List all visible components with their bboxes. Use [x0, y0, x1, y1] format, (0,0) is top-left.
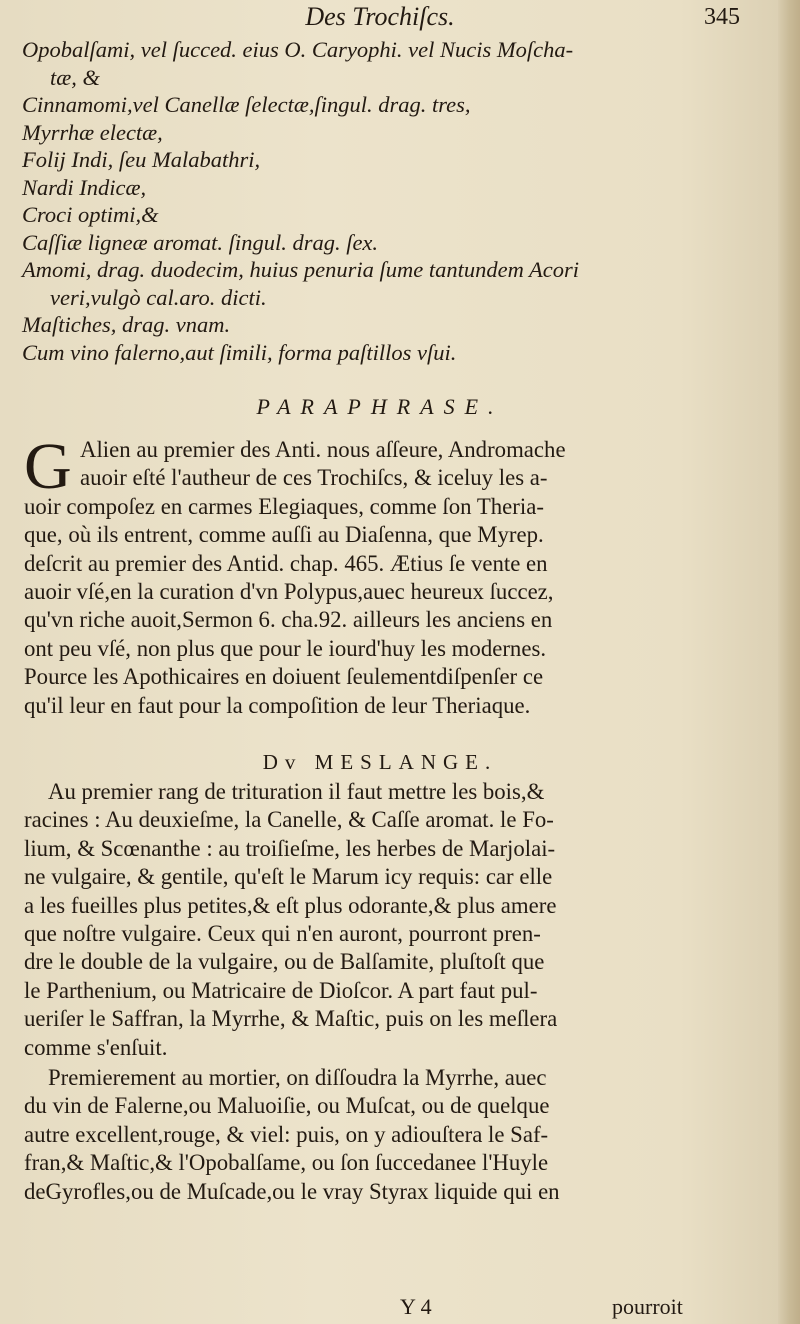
page-footer	[0, 1294, 790, 1322]
recipe-line: Amomi, drag. duodecim, huius penuria ſume tantundem Acori	[22, 257, 580, 282]
text-line: autre excellent,rouge, & viel: puis, on y adiouſtera le Saf-	[24, 1121, 549, 1147]
recipe-line: Maſtiches, drag. vnam.	[22, 312, 231, 337]
text-line: comme s'enſuit.	[24, 1034, 168, 1060]
paraphrase-heading: PARAPHRASE.	[256, 394, 504, 419]
text-line: auoir vſé,en la curation d'vn Polypus,auec heureux ſuccez,	[24, 579, 554, 605]
text-line: dre le double de la vulgaire, ou de Balſamite, pluſtoſt que	[24, 949, 545, 975]
recipe-line: Opobalſami, vel ſucced. eius O. Caryophi. vel Nucis Moſcha-	[22, 37, 574, 62]
text-line: deGyrofles,ou de Muſcade,ou le vray Styrax liquide qui en	[24, 1178, 560, 1204]
paragraph-2	[24, 778, 774, 1062]
text-line: que noſtre vulgaire. Ceux qui n'en auront, pourront pren-	[24, 921, 541, 947]
drop-capital: G	[24, 430, 72, 503]
paragraph-3	[24, 1064, 774, 1206]
text-line: le Parthenium, ou Matricaire de Dioſcor. A part faut pul-	[24, 977, 538, 1003]
recipe-line: Myrrhæ electæ,	[22, 119, 163, 145]
text-line: que, où ils entrent, comme auſſi au Diaſenna, que Myrep.	[24, 522, 544, 548]
text-line: qu'il leur en faut pour la compoſition de leur Theriaque.	[24, 692, 531, 718]
text-line: ueriſer le Saffran, la Myrrhe, & Maſtic, puis on les meſlera	[24, 1006, 558, 1032]
signature-mark: Y 4	[400, 1294, 432, 1319]
recipe-list	[22, 36, 762, 366]
recipe-line: Cinnamomi,vel Canellæ ſelectæ,ſingul. drag. tres,	[22, 92, 471, 117]
recipe-line: Folij Indi, ſeu Malabathri,	[22, 147, 261, 172]
text-line: a les fueilles plus petites,& eſt plus odorante,& plus amere	[24, 892, 557, 918]
recipe-line: Nardi Indicæ,	[22, 174, 147, 200]
text-line: Pource les Apothicaires en doiuent ſeulementdiſpenſer ce	[24, 664, 544, 690]
recipe-line: Croci optimi,&	[22, 202, 159, 227]
page-header	[0, 2, 790, 32]
text-line: du vin de Falerne,ou Maluoiſie, ou Muſcat, ou de quelque	[24, 1093, 550, 1119]
page-number: 345	[704, 4, 740, 30]
text-line: auoir eſté l'autheur de ces Trochiſcs, & iceluy les a-	[80, 465, 548, 491]
recipe-line: Caſſiæ ligneæ aromat. ſingul. drag. ſex.	[22, 229, 379, 255]
text-line: fran,& Maſtic,& l'Opobalſame, ou ſon ſuccedanee l'Huyle	[24, 1150, 549, 1176]
recipe-line: tæ, &	[50, 64, 101, 90]
recipe-line: veri,vulgò cal.aro. dicti.	[50, 284, 267, 310]
text-line: ne vulgaire, & gentile, qu'eſt le Marum icy requis: car elle	[24, 864, 553, 890]
text-line: racines : Au deuxieſme, la Canelle, & Caſſe aromat. le Fo-	[24, 807, 554, 833]
text-line: Premierement au mortier, on diſſoudra la Myrrhe, auec	[48, 1065, 547, 1090]
paragraph-1	[24, 430, 774, 720]
text-line: ont peu vſé, non plus que pour le iourd'huy les modernes.	[24, 635, 547, 661]
text-line: Au premier rang de trituration il faut mettre les bois,&	[48, 779, 545, 804]
text-line: deſcrit au premier des Antid. chap. 465. Ætius ſe vente en	[24, 550, 548, 576]
text-line: Alien au premier des Anti. nous aſſeure, Andromache	[80, 437, 566, 462]
text-line: lium, & Scœnanthe : au troiſieſme, les herbes de Marjolai-	[24, 835, 556, 861]
running-title: Des Trochiſcs.	[305, 2, 455, 31]
text-line: qu'vn riche auoit,Sermon 6. cha.92. ailleurs les anciens en	[24, 607, 553, 633]
recipe-line: Cum vino falerno,aut ſimili, forma paſtillos vſui.	[22, 339, 457, 365]
dropcap-block	[24, 430, 774, 503]
page-edge	[778, 0, 800, 1324]
text-line: uoir compoſez en carmes Elegiaques, comme ſon Theria-	[24, 493, 544, 519]
catchword: pourroit	[612, 1294, 683, 1319]
meslange-heading: Dv MESLANGE.	[262, 750, 498, 774]
